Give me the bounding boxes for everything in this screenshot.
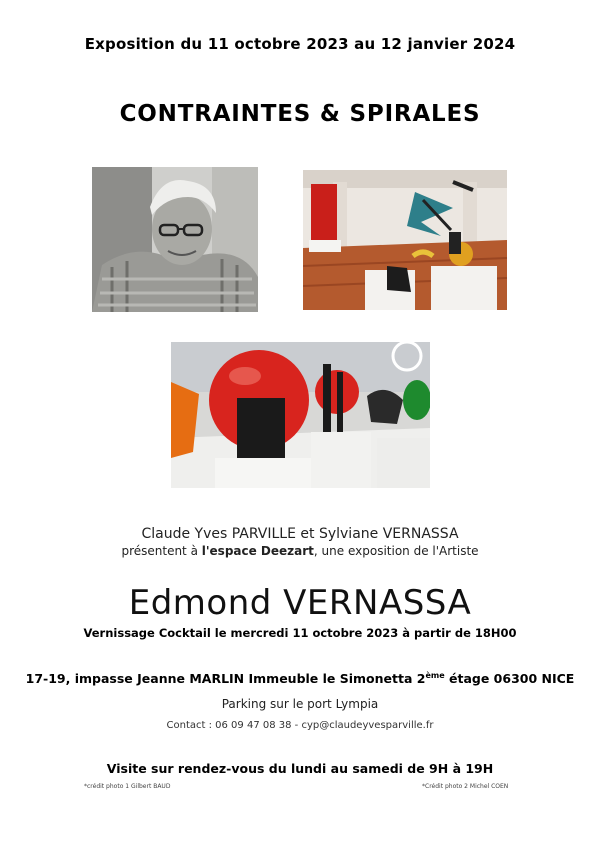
exhibition-dates: Exposition du 11 octobre 2023 au 12 janvier 2024	[84, 35, 516, 53]
contact-info: Contact : 06 09 47 08 38 - cyp@claudeyvesparville.fr	[166, 720, 434, 731]
address-before: 17-19, impasse Jeanne MARLIN Immeuble le Simonetta 2	[25, 671, 426, 687]
parking-info: Parking sur le port Lympia	[221, 697, 379, 711]
exhibition-title: CONTRAINTES & SPIRALES	[119, 101, 481, 127]
red-spheres-sculptures-photo	[171, 342, 430, 488]
gallery-interior-photo	[303, 170, 507, 310]
portrait-photo	[92, 167, 258, 312]
gallery-photo-icon	[303, 170, 507, 310]
presenters: Claude Yves PARVILLE et Sylviane VERNASSA	[141, 526, 459, 542]
address	[0, 671, 600, 686]
visit-hours: Visite sur rendez-vous du lundi au samedi de 9H à 19H	[106, 761, 494, 776]
address-sup: ème	[425, 671, 445, 680]
photo-credit-1: *crédit photo 1 Gilbert BAUD	[84, 783, 171, 790]
presents-line	[0, 544, 600, 558]
venue-name: l'espace Deezart	[201, 544, 314, 558]
sculpture-photo-icon	[171, 342, 430, 488]
portrait-photo-icon	[92, 167, 258, 312]
vernissage-info: Vernissage Cocktail le mercredi 11 octobre 2023 à partir de 18H00	[83, 626, 517, 640]
address-after: étage 06300 NICE	[444, 671, 575, 687]
presents-prefix: présentent à	[121, 544, 202, 558]
artist-name: Edmond VERNASSA	[128, 583, 472, 623]
photo-credit-2: *Crédit photo 2 Michel COEN	[422, 783, 509, 790]
presents-suffix: , une exposition de l'Artiste	[313, 544, 479, 558]
